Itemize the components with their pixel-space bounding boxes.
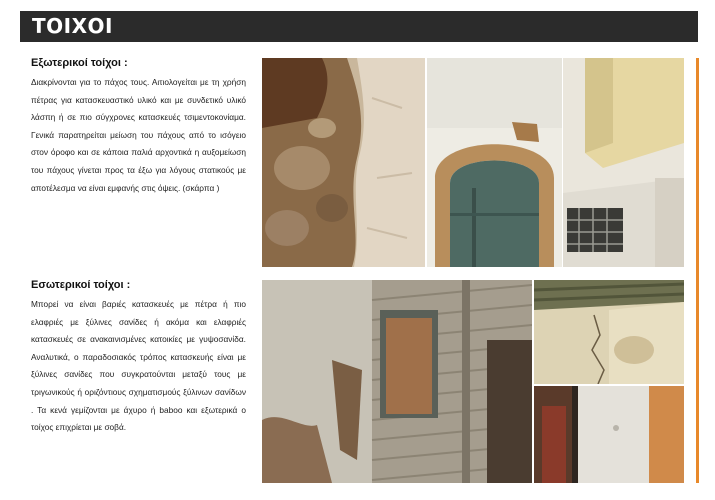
photo-stone-wall <box>262 58 425 267</box>
accent-rule <box>696 58 699 483</box>
photo-interior-doorway <box>534 386 684 483</box>
interior-body: Μπορεί να είναι βαριές κατασκευές με πέτρα ή πιο ελαφριές με ξύλινες σανίδες ή ακόμα και ελαφριές κατασκευές σε ανακαινισμένες κατοικίες με γυψοσανίδα. Αναλυτικά, ο παραδοσιακός τρόπος κατασκευής είναι με ξύλινες σανίδες που συγκρατούνται μεταξύ τους με τριγωνικούς ή οριζόντιους σχηματισμούς ξύλινων σανίδων . Τα κενά γεμίζονται με άχυρο ή baboo και εξωτερικά ο τοίχος επιχρίεται με σοβά. <box>31 299 246 433</box>
exterior-body: Διακρίνονται για το πάχος τους. Αιτιολογείται με τη χρήση πέτρας για κατασκευαστικό υλικό και με συνδετικό υλικό λάσπη ή σε πιο σύγχρονες κατασκευές τσιμεντοκονίαμα. Γενικά παρατηρείται μείωση του πάχους από το ισόγειο στον όροφο και σε κάποια παλιά αρχοντικά η αυξομείωση του πάχους γίνεται προς τα έξω για λόγους στατικούς με αποτέλεσμα να είναι εμφανής στις όψεις. (σκάρπα ) <box>31 77 246 193</box>
photo-arched-door <box>427 58 562 267</box>
photo-window-wall <box>563 58 684 267</box>
header-bar <box>20 11 698 42</box>
interior-heading: Εσωτερικοί τοίχοι : <box>31 279 131 291</box>
photo-ceiling-crack <box>534 280 684 384</box>
page-title: ΤΟΙΧΟΙ <box>32 14 113 38</box>
exterior-heading: Εξωτερικοί τοίχοι : <box>31 57 128 69</box>
photo-interior-reed-wall <box>262 280 532 483</box>
